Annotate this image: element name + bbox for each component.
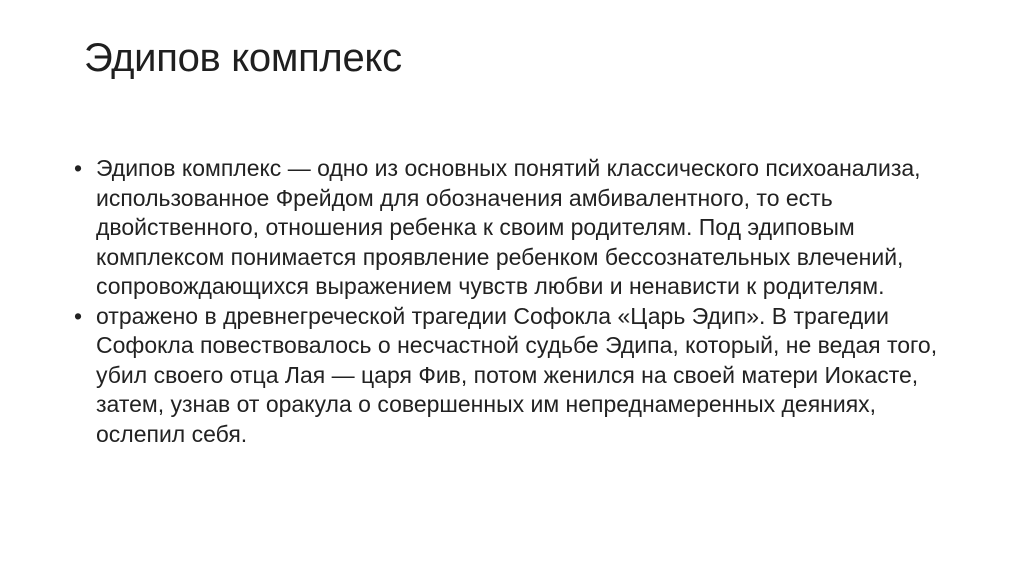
bullet-text: Эдипов комплекс — одно из основных понятий классического психоанализа, использованное Фрейдом для обозначения амбивалентного, то есть двойственного, отношения ребенка к своим родителям. Под эдиповым комплексом понимается проявление ребенком бессознательных влечений, сопровождающихся выражением чувств любви и ненависти к родителям. — [96, 155, 921, 299]
bullet-list — [72, 154, 942, 449]
bullet-icon: • — [74, 302, 83, 329]
bullet-text: отражено в древнегреческой трагедии Софокла «Царь Эдип». В трагедии Софокла повествовалось о несчастной судьбе Эдипа, который, не ведая того, убил своего отца Лая — царя Фив, потом женился на своей матери Иокасте, затем, узнав от оракула о совершенных им непреднамеренных деяниях, ослепил себя. — [96, 302, 938, 447]
bullet-item — [72, 154, 942, 302]
bullet-icon: • — [74, 155, 83, 181]
bullet-item — [72, 302, 942, 450]
slide-title: Эдипов комплекс — [84, 36, 402, 80]
